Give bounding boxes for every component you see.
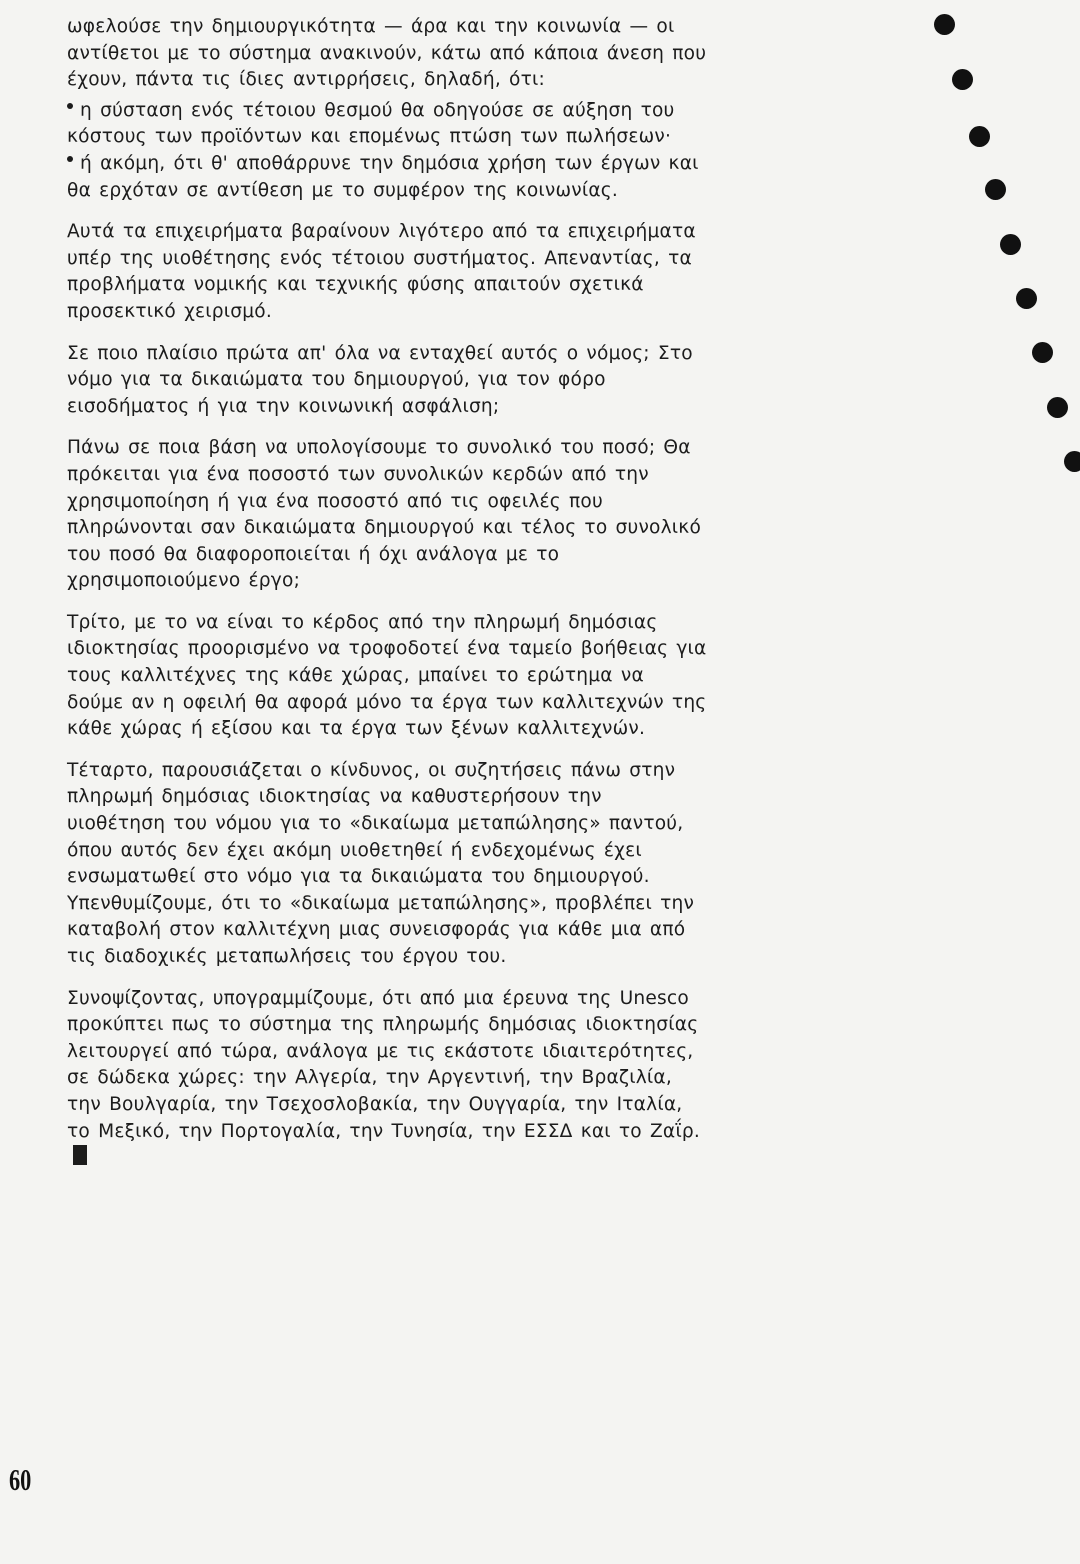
paragraph: Πάνω σε ποια βάση να υπολογίσουμε το συνολικό του ποσό; Θα πρόκειται για ένα ποσοστό των συνολικών κερδών από την χρησιμοποίηση ή για ένα ποσοστό από τις οφειλές που πληρώνονται σαν δικαιώματα δημιουργού και τέλος το συνολικό του ποσό θα διαφοροποιείται ή όχι ανάλογα με το χρησιμοποιούμενο έργο; (67, 437, 702, 592)
paragraph: Σε ποιο πλαίσιο πρώτα απ' όλα να ενταχθεί αυτός ο νόμος; Στο νόμο για τα δικαιώματα του δημιουργού, για τον φόρο εισοδήματος ή για την κοινωνική ασφάλιση; (67, 342, 693, 417)
binding-hole-icon (1064, 451, 1080, 472)
binding-hole-icon (952, 69, 973, 90)
bullet-text: η σύσταση ενός τέτοιου θεσμού θα οδηγούσε σε αύξηση του κόστους των προϊόντων και επομένως πτώση των πωλήσεων· (67, 99, 675, 148)
paragraph: Τρίτο, με το να είναι το κέρδος από την πληρωμή δημόσιας ιδιοκτησίας προορισμένο να τροφοδοτεί ένα ταμείο βοήθειας για τους καλλιτέχνες της κάθε χώρας, μπαίνει το ερώτημα να δούμε αν η οφειλή θα αφορά μόνο τα έργα των καλλιτεχνών της κάθε χώρας ή εξίσου και τα έργα των ξένων καλλιτεχνών. (67, 611, 707, 740)
text-column (67, 14, 707, 1187)
bullet-icon (67, 156, 73, 162)
end-of-article-icon (73, 1145, 87, 1165)
binding-hole-icon (969, 126, 990, 147)
bullet-text: ή ακόμη, ότι θ' αποθάρρυνε την δημόσια χρήση των έργων και θα ερχόταν σε αντίθεση με το συμφέρον της κοινωνίας. (67, 152, 699, 201)
paragraph-final-text: Συνοψίζοντας, υπογραμμίζουμε, ότι από μια έρευνα της Unesco προκύπτει πως το σύστημα της πληρωμής δημόσιας ιδιοκτησίας λειτουργεί από τώρα, ανάλογα με τις εκάστοτε ιδιαιτερότητες, σε δώδεκα χώρες: την Αλγερία, την Αργεντινή, την Βραζιλία, την Βουλγαρία, την Τσεχοσλοβακία, την Ουγγαρία, την Ιταλία, το Μεξικό, την Πορτογαλία, την Τυνησία, την ΕΣΣΔ και το Ζαΐρ. (67, 987, 700, 1142)
page-number: 60 (9, 1462, 32, 1497)
paragraph-final (67, 986, 707, 1172)
binding-hole-icon (1016, 288, 1037, 309)
binding-hole-icon (1000, 234, 1021, 255)
bullet-item (67, 98, 707, 151)
bullet-icon (67, 103, 73, 109)
paragraph: Τέταρτο, παρουσιάζεται ο κίνδυνος, οι συζητήσεις πάνω στην πληρωμή δημόσιας ιδιοκτησίας να καθυστερήσουν την υιοθέτηση του νόμου για το «δικαίωμα μεταπώλησης» παντού, όπου αυτός δεν έχει ακόμη υιοθετηθεί ή ενδεχομένως έχει ενσωματωθεί στο νόμο για τα δικαιώματα του δημιουργού. Υπενθυμίζουμε, ότι το «δικαίωμα μεταπώλησης», προβλέπει την καταβολή στον καλλιτέχνη μιας συνεισφοράς για κάθε μια από τις διαδοχικές μεταπωλήσεις του έργου του. (67, 759, 695, 967)
binding-hole-icon (934, 14, 955, 35)
bullet-item (67, 151, 707, 204)
paragraph: Αυτά τα επιχειρήματα βαραίνουν λιγότερο από τα επιχειρήματα υπέρ της υιοθέτησης ενός τέτοιου συστήματος. Απεναντίας, τα προβλήματα νομικής και τεχνικής φύσης απαιτούν σχετικά προσεκτικό χειρισμό. (67, 221, 696, 322)
binding-hole-icon (1032, 342, 1053, 363)
paragraph: ωφελούσε την δημιουργικότητα — άρα και την κοινωνία — οι αντίθετοι με το σύστημα ανακινούν, κάτω από κάποια άνεση που έχουν, πάντα τις ίδιες αντιρρήσεις, δηλαδή, ότι: (67, 16, 707, 91)
binding-hole-icon (1047, 397, 1068, 418)
binding-hole-icon (985, 179, 1006, 200)
